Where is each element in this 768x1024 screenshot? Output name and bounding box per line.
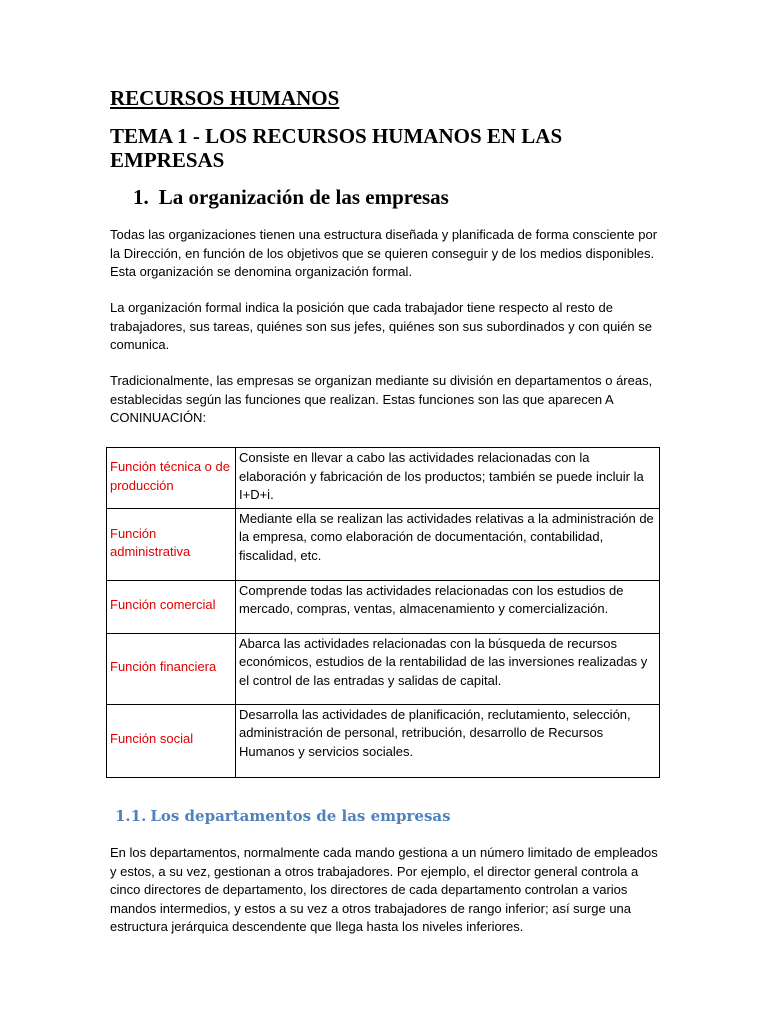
function-description: Abarca las actividades relacionadas con la búsqueda de recursos económicos, estudios de la rentabilidad de las inversiones realizadas y el control de las entradas y salidas de capital. <box>236 633 660 704</box>
function-description: Comprende todas las actividades relacionadas con los estudios de mercado, compras, ventas, almacenamiento y comercialización. <box>236 580 660 633</box>
table-row <box>107 448 660 509</box>
functions-table <box>106 447 660 778</box>
subsection-heading <box>115 806 451 826</box>
table-row <box>107 704 660 777</box>
paragraph-4: En los departamentos, normalmente cada mando gestiona a un número limitado de empleados y estos, a su vez, gestionan a otros trabajadores. Por ejemplo, el director general controla a cinco directores de departamento, los directores de cada departamento controlan a varios mandos intermedios, y estos a su vez a otros trabajadores de rango inferior; así surge una estructura jerárquica descendente que llega hasta los niveles inferiores. <box>110 845 658 934</box>
paragraph-2: La organización formal indica la posición que cada trabajador tiene respecto al resto de trabajadores, sus tareas, quiénes son sus jefes, quiénes son sus subordinados y con quién se comunica. <box>110 300 653 352</box>
table-row <box>107 508 660 580</box>
function-description: Consiste en llevar a cabo las actividades relacionadas con la elaboración y fabricación de los productos; también se puede incluir la I+D+i. <box>236 448 660 509</box>
subsection-number: 1.1. <box>115 807 147 825</box>
function-name: Función social <box>107 704 236 777</box>
table-row <box>107 633 660 704</box>
document-title: RECURSOS HUMANOS <box>110 86 340 110</box>
function-description: Desarrolla las actividades de planificación, reclutamiento, selección, administración de personal, retribución, desarrollo de Recursos Humanos y servicios sociales. <box>236 704 660 777</box>
section-number: 1. <box>133 185 149 209</box>
subsection-title: Los departamentos de las empresas <box>150 807 451 825</box>
paragraph-3: Tradicionalmente, las empresas se organizan mediante su división en departamentos o áreas, establecidas según las funciones que realizan. Estas funciones son las que aparecen A CONINUACIÓN: <box>110 373 653 425</box>
paragraph-1: Todas las organizaciones tienen una estructura diseñada y planificada de forma consciente por la Dirección, en función de los objetivos que se quieren conseguir y de los medios disponibles. Esta organización se denomina organización formal. <box>110 227 658 279</box>
section-title: La organización de las empresas <box>158 185 449 209</box>
function-name: Función técnica o de producción <box>107 448 236 509</box>
function-name: Función administrativa <box>107 508 236 580</box>
table-row <box>107 580 660 633</box>
section-heading <box>133 184 449 210</box>
function-name: Función comercial <box>107 580 236 633</box>
function-description: Mediante ella se realizan las actividades relativas a la administración de la empresa, como elaboración de documentación, contabilidad, fiscalidad, etc. <box>236 508 660 580</box>
function-name: Función financiera <box>107 633 236 704</box>
topic-heading: TEMA 1 - LOS RECURSOS HUMANOS EN LAS EMPRESAS <box>110 124 563 172</box>
